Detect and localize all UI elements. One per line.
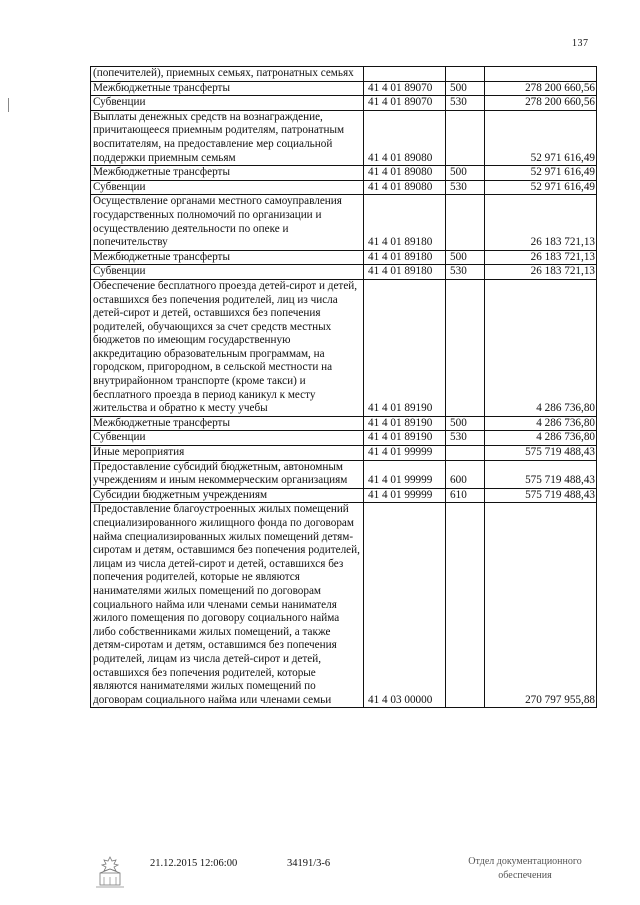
- table-row: [91, 180, 597, 195]
- row-amount-cell: 278 200 660,56: [485, 96, 597, 111]
- row-code-cell: 41 4 01 99999: [364, 446, 446, 461]
- row-name-cell: Субвенции: [91, 180, 364, 195]
- table-row: [91, 96, 597, 111]
- row-amount-cell: 575 719 488,43: [485, 446, 597, 461]
- row-type-cell: 610: [446, 488, 485, 503]
- row-code-cell: 41 4 01 89080: [364, 110, 446, 165]
- row-name-cell: Субвенции: [91, 265, 364, 280]
- department-stamp: [445, 855, 605, 883]
- table-row: [91, 446, 597, 461]
- table-row: [91, 195, 597, 250]
- row-code-cell: 41 4 01 89190: [364, 279, 446, 416]
- row-type-cell: 530: [446, 96, 485, 111]
- table-row: [91, 110, 597, 165]
- table-row: [91, 250, 597, 265]
- row-amount-cell: 575 719 488,43: [485, 488, 597, 503]
- document-number: 34191/3-6: [287, 858, 331, 869]
- row-type-cell: 600: [446, 460, 485, 488]
- row-code-cell: 41 4 01 89190: [364, 431, 446, 446]
- table-row: [91, 460, 597, 488]
- row-name-cell: Межбюджетные трансферты: [91, 250, 364, 265]
- table-row: [91, 431, 597, 446]
- row-type-cell: 500: [446, 81, 485, 96]
- table-row: [91, 67, 597, 82]
- margin-mark: [8, 98, 9, 112]
- row-name-cell: Субсидии бюджетным учреждениям: [91, 488, 364, 503]
- table-row: [91, 503, 597, 708]
- row-code-cell: 41 4 01 89180: [364, 195, 446, 250]
- row-name-cell: Субвенции: [91, 431, 364, 446]
- row-amount-cell: [485, 67, 597, 82]
- row-type-cell: 500: [446, 416, 485, 431]
- row-code-cell: 41 4 01 89080: [364, 180, 446, 195]
- row-name-cell: (попечителей), приемных семьях, патронатных семьях: [91, 67, 364, 82]
- row-amount-cell: 575 719 488,43: [485, 460, 597, 488]
- table-row: [91, 265, 597, 280]
- row-amount-cell: 52 971 616,49: [485, 166, 597, 181]
- row-amount-cell: 4 286 736,80: [485, 431, 597, 446]
- row-type-cell: [446, 503, 485, 708]
- timestamp: 21.12.2015 12:06:00: [150, 858, 238, 869]
- row-name-cell: Межбюджетные трансферты: [91, 81, 364, 96]
- row-type-cell: 530: [446, 431, 485, 446]
- row-code-cell: 41 4 01 89180: [364, 265, 446, 280]
- row-code-cell: 41 4 01 89070: [364, 96, 446, 111]
- row-type-cell: [446, 110, 485, 165]
- row-amount-cell: 26 183 721,13: [485, 265, 597, 280]
- row-name-cell: Иные мероприятия: [91, 446, 364, 461]
- row-name-cell: Межбюджетные трансферты: [91, 166, 364, 181]
- row-code-cell: 41 4 01 99999: [364, 488, 446, 503]
- table-row: [91, 166, 597, 181]
- budget-table: [90, 66, 597, 708]
- row-code-cell: 41 4 01 99999: [364, 460, 446, 488]
- row-amount-cell: 4 286 736,80: [485, 416, 597, 431]
- row-name-cell: Предоставление благоустроенных жилых помещений специализированного жилищного фонда по договорам найма специализированных жилых помещений детям-сиротам и детям, оставшимся без попечения родителей, лицам из числа детей-сирот и детей, оставшихся без попечения родителей, которые не являются нанимателями жилых помещений по договорам социального найма или членами семьи нанимателя жилого помещения по договору социального найма либо собственниками жилых помещений, а также детям-сиротам и детям, оставшимся без попечения родителей, лицам из числа детей-сирот и детей, оставшихся без попечения родителей, которые являются нанимателями жилых помещений по договорам социального найма или членами семьи: [91, 503, 364, 708]
- row-type-cell: [446, 446, 485, 461]
- row-amount-cell: 26 183 721,13: [485, 195, 597, 250]
- page-number: 137: [572, 38, 589, 49]
- row-type-cell: 500: [446, 250, 485, 265]
- row-name-cell: Субвенции: [91, 96, 364, 111]
- row-amount-cell: 270 797 955,88: [485, 503, 597, 708]
- table-row: [91, 81, 597, 96]
- row-type-cell: 530: [446, 265, 485, 280]
- row-code-cell: 41 4 01 89180: [364, 250, 446, 265]
- row-type-cell: 530: [446, 180, 485, 195]
- row-code-cell: 41 4 01 89070: [364, 81, 446, 96]
- row-name-cell: Межбюджетные трансферты: [91, 416, 364, 431]
- department-line-2: обеспечения: [498, 870, 552, 881]
- coat-of-arms-icon: [88, 855, 132, 891]
- department-line-1: Отдел документационного: [468, 856, 582, 867]
- row-amount-cell: 278 200 660,56: [485, 81, 597, 96]
- row-amount-cell: 52 971 616,49: [485, 180, 597, 195]
- row-type-cell: [446, 195, 485, 250]
- row-name-cell: Выплаты денежных средств на вознаграждение, причитающееся приемным родителям, патронатным воспитателям, на предоставление мер социальной поддержки приемным семьям: [91, 110, 364, 165]
- row-code-cell: 41 4 01 89080: [364, 166, 446, 181]
- row-type-cell: 500: [446, 166, 485, 181]
- row-amount-cell: 4 286 736,80: [485, 279, 597, 416]
- table-row: [91, 488, 597, 503]
- row-code-cell: 41 4 03 00000: [364, 503, 446, 708]
- row-name-cell: Предоставление субсидий бюджетным, автономным учреждениям и иным некоммерческим организациям: [91, 460, 364, 488]
- row-type-cell: [446, 67, 485, 82]
- page-footer: [0, 855, 640, 895]
- row-amount-cell: 52 971 616,49: [485, 110, 597, 165]
- table-row: [91, 279, 597, 416]
- row-name-cell: Осуществление органами местного самоуправления государственных полномочий по организации и осуществлению деятельности по опеке и попечительству: [91, 195, 364, 250]
- row-amount-cell: 26 183 721,13: [485, 250, 597, 265]
- row-name-cell: Обеспечение бесплатного проезда детей-сирот и детей, оставшихся без попечения родителей, лиц из числа детей-сирот и детей, оставшихся без попечения родителей, обучающихся за счет средств местных бюджетов по имеющим государственную аккредитацию образовательным программам, на городском, пригородном, в сельской местности на внутрирайонном транспорте (кроме такси) и бесплатного проезда в период каникул к месту жительства и обратно к месту учебы: [91, 279, 364, 416]
- row-code-cell: [364, 67, 446, 82]
- table-row: [91, 416, 597, 431]
- row-code-cell: 41 4 01 89190: [364, 416, 446, 431]
- row-type-cell: [446, 279, 485, 416]
